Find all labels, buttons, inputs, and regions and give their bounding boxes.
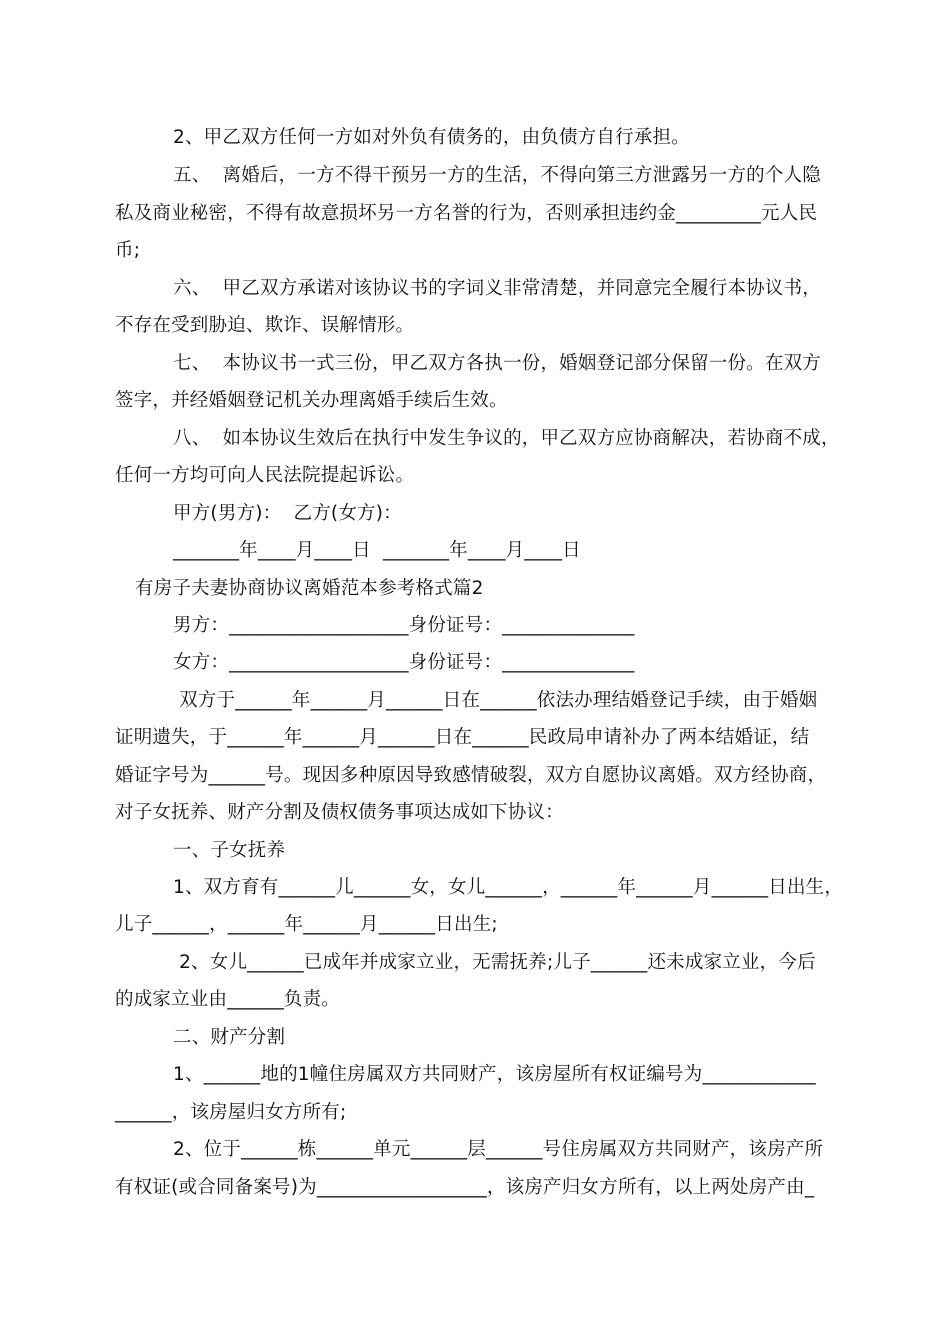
paragraph-line: 婚证字号为______号。现因多种原因导致感情破裂，双方自愿协议离婚。双方经协商，: [115, 765, 827, 786]
paragraph-line: 的成家立业由______负责。: [115, 989, 341, 1010]
paragraph-line: 私及商业秘密，不得有故意损坏另一方名誉的行为，否则承担违约金_________元人民: [115, 203, 818, 224]
section-title: 有房子夫妻协商协议离婚范本参考格式篇2: [135, 578, 484, 599]
paragraph-line: 1、双方育有______儿______女，女儿______，______年______月______日出生，: [173, 877, 844, 898]
husband-field: 男方：___________________身份证号：______________: [173, 615, 635, 636]
paragraph-line: 2、位于______栋______单元______层______号住房属双方共同财产，该房产所: [173, 1139, 824, 1160]
paragraph-line: 六、 甲乙双方承诺对该协议书的字词义非常清楚，并同意完全履行本协议书，: [173, 278, 821, 299]
paragraph-line: 币;: [115, 240, 141, 261]
paragraph-line: 任何一方均可向人民法院提起诉讼。: [115, 465, 415, 486]
paragraph-line: 2、甲乙双方任何一方如对外负有债务的，由负债方自行承担。: [173, 127, 690, 148]
paragraph-line: 签字，并经婚姻登记机关办理离婚手续后生效。: [115, 390, 508, 411]
paragraph-line: 八、 如本协议生效后在执行中发生争议的，甲乙双方应协商解决，若协商不成，: [173, 428, 840, 449]
paragraph-line: 儿子______，______年______月______日出生;: [115, 914, 498, 935]
paragraph-line: 2、女儿______已成年并成家立业，无需抚养;儿子______还未成家立业，今后: [173, 952, 816, 973]
signature-dates: _______年____月____日 _______年____月____日: [173, 540, 581, 561]
paragraph-line: 有权证(或合同备案号)为__________________，该房产归女方所有，以上两处房产由_: [115, 1177, 815, 1198]
paragraph-line: 1、______地的1幢住房属双方共同财产，该房屋所有权证编号为____________: [173, 1064, 816, 1085]
signature-labels: 甲方(男方)： 乙方(女方)：: [173, 503, 402, 524]
paragraph-line: ______，该房屋归女方所有;: [115, 1102, 347, 1123]
wife-field: 女方：___________________身份证号：______________: [173, 652, 635, 673]
subsection-heading: 二、财产分割: [173, 1027, 286, 1048]
paragraph-line: 不存在受到胁迫、欺诈、误解情形。: [115, 315, 415, 336]
paragraph-line: 证明遗失，于______年______月______日在______民政局申请补办了两本结婚证，结: [115, 727, 810, 748]
paragraph-line: 七、 本协议书一式三份，甲乙双方各执一份，婚姻登记部分保留一份。在双方: [173, 353, 821, 374]
paragraph-line: 对子女抚养、财产分割及债权债务事项达成如下协议：: [115, 802, 564, 823]
paragraph-line: 五、 离婚后，一方不得干预另一方的生活，不得向第三方泄露另一方的个人隐: [173, 165, 821, 186]
paragraph-line: 双方于______年______月______日在______依法办理结婚登记手续，由于婚姻: [173, 690, 818, 711]
subsection-heading: 一、子女抚养: [173, 840, 286, 861]
